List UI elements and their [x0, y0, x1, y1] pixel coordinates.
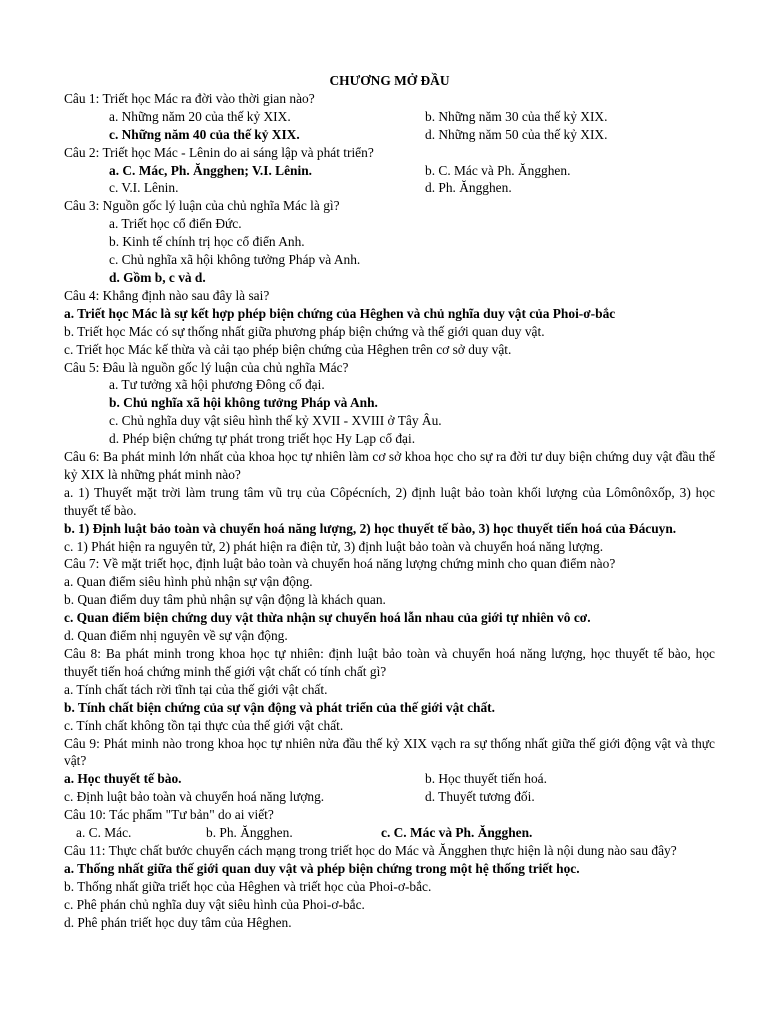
- q1-options-row-1: [64, 108, 715, 126]
- q4-option-b: b. Triết học Mác có sự thống nhất giữa phương pháp biện chứng và thế giới quan duy vật.: [64, 323, 545, 339]
- q11-option-c: c. Phê phán chủ nghĩa duy vật siêu hình của Phoi-ơ-bắc.: [64, 896, 365, 912]
- q9-option-a-answer: a. Học thuyết tế bào.: [64, 771, 182, 787]
- q2-options-row-2: [64, 179, 715, 197]
- q2-option-a-answer: a. C. Mác, Ph. Ăngghen; V.I. Lênin.: [109, 162, 312, 178]
- q3-option-a: a. Triết học cổ điển Đức.: [109, 216, 242, 232]
- q6-option-b-answer: b. 1) Định luật bảo toàn và chuyển hoá năng lượng, 2) học thuyết tế bào, 3) học thuyết tiến hoá của Đácuyn.: [64, 520, 677, 536]
- q1-options-row-2: [64, 126, 715, 144]
- q3-option-b: b. Kinh tế chính trị học cổ điển Anh.: [109, 234, 305, 250]
- q10-options-row: [64, 824, 715, 842]
- q5-option-d: d. Phép biện chứng tự phát trong triết học Hy Lạp cổ đại.: [109, 431, 416, 447]
- question-6: Câu 6: Ba phát minh lớn nhất của khoa học tự nhiên làm cơ sở khoa học cho sự ra đời tư duy biện chứng duy vật đầu thế kỷ XIX là những phát minh nào?: [64, 449, 715, 482]
- q9-options-row-2: [64, 788, 715, 806]
- question-10: Câu 10: Tác phẩm "Tư bản" do ai viết?: [64, 807, 274, 823]
- q11-option-d: d. Phê phán triết học duy tâm của Hêghen.: [64, 914, 292, 930]
- question-5: Câu 5: Đâu là nguồn gốc lý luận của chủ nghĩa Mác?: [64, 359, 349, 375]
- question-2: Câu 2: Triết học Mác - Lênin do ai sáng lập và phát triển?: [64, 144, 374, 160]
- q5-option-c: c. Chủ nghĩa duy vật siêu hình thế kỷ XVII - XVIII ở Tây Âu.: [109, 413, 442, 429]
- q11-option-b: b. Thống nhất giữa triết học của Hêghen và triết học của Phoi-ơ-bắc.: [64, 878, 432, 894]
- q3-option-c: c. Chủ nghĩa xã hội không tưởng Pháp và Anh.: [109, 252, 361, 268]
- q9-option-c: c. Định luật bảo toàn và chuyển hoá năng lượng.: [64, 789, 325, 805]
- q2-option-c: c. V.I. Lênin.: [109, 180, 179, 196]
- question-9: Câu 9: Phát minh nào trong khoa học tự nhiên nửa đầu thế kỷ XIX vạch ra sự thống nhất giữa thế giới động vật và thực vật?: [64, 735, 715, 769]
- q7-option-c-answer: c. Quan điểm biện chứng duy vật thừa nhận sự chuyển hoá lẫn nhau của giới tự nhiên vô cơ.: [64, 610, 591, 626]
- question-11: Câu 11: Thực chất bước chuyển cách mạng trong triết học do Mác và Ăngghen thực hiện là nội dung nào sau đây?: [64, 842, 677, 858]
- q2-option-d: d. Ph. Ăngghen.: [425, 180, 512, 196]
- q6-option-a: a. 1) Thuyết mặt trời làm trung tâm vũ trụ của Côpécních, 2) định luật bảo toàn khối lượng của Lômônôxốp, 3) học thuyết tế bào.: [64, 484, 715, 518]
- question-3: Câu 3: Nguồn gốc lý luận của chủ nghĩa Mác là gì?: [64, 198, 340, 214]
- q1-option-b: b. Những năm 30 của thế kỷ XIX.: [425, 108, 608, 124]
- q6-option-c: c. 1) Phát hiện ra nguyên tử, 2) phát hiện ra điện tử, 3) định luật bảo toàn và chuyển hoá năng lượng.: [64, 538, 604, 554]
- q5-option-b-answer: b. Chủ nghĩa xã hội không tưởng Pháp và Anh.: [109, 395, 378, 411]
- q11-option-a-answer: a. Thống nhất giữa thế giới quan duy vật và phép biện chứng trong một hệ thống triết học.: [64, 860, 580, 876]
- chapter-title: CHƯƠNG MỞ ĐẦU: [329, 73, 450, 88]
- q9-option-b: b. Học thuyết tiến hoá.: [425, 771, 547, 787]
- question-1: Câu 1: Triết học Mác ra đời vào thời gian nào?: [64, 90, 315, 106]
- q2-options-row-1: [64, 162, 715, 180]
- q1-option-a: a. Những năm 20 của thế kỷ XIX.: [109, 108, 291, 124]
- q8-option-a: a. Tính chất tách rời tĩnh tại của thế giới vật chất.: [64, 681, 328, 697]
- q1-option-d: d. Những năm 50 của thế kỷ XIX.: [425, 126, 608, 142]
- q8-option-c: c. Tính chất không tồn tại thực của thế giới vật chất.: [64, 717, 344, 733]
- q10-option-c-answer: c. C. Mác và Ph. Ăngghen.: [381, 825, 533, 841]
- q8-option-b-answer: b. Tính chất biện chứng của sự vận động và phát triển của thế giới vật chất.: [64, 699, 495, 715]
- question-7: Câu 7: Về mặt triết học, định luật bảo toàn và chuyển hoá năng lượng chứng minh cho quan điểm nào?: [64, 556, 616, 572]
- q9-options-row-1: [64, 770, 715, 788]
- question-4: Câu 4: Khẳng định nào sau đây là sai?: [64, 287, 270, 303]
- document-content: [64, 72, 715, 932]
- q9-option-d: d. Thuyết tương đối.: [425, 789, 535, 805]
- q10-option-b: b. Ph. Ăngghen.: [206, 825, 293, 841]
- question-8: Câu 8: Ba phát minh trong khoa học tự nhiên: định luật bảo toàn và chuyển hoá năng lượng, học thuyết tế bào, học thuyết tiến hoá chứng minh thế giới vật chất có tính chất gì?: [64, 646, 715, 679]
- q2-option-b: b. C. Mác và Ph. Ăngghen.: [425, 162, 571, 178]
- q4-option-c: c. Triết học Mác kế thừa và cải tạo phép biện chứng của Hêghen trên cơ sở duy vật.: [64, 341, 512, 357]
- q7-option-b: b. Quan điểm duy tâm phủ nhận sự vận động là khách quan.: [64, 592, 386, 608]
- q1-option-c-answer: c. Những năm 40 của thế kỷ XIX.: [109, 126, 300, 142]
- q3-option-d-answer: d. Gồm b, c và d.: [109, 269, 206, 285]
- q4-option-a-answer: a. Triết học Mác là sự kết hợp phép biện chứng của Hêghen và chủ nghĩa duy vật của Phoi-ơ-bắc: [64, 305, 616, 321]
- q5-option-a: a. Tư tưởng xã hội phương Đông cổ đại.: [109, 377, 325, 393]
- q10-option-a: a. C. Mác.: [76, 825, 132, 841]
- q7-option-a: a. Quan điểm siêu hình phủ nhận sự vận động.: [64, 574, 313, 590]
- q7-option-d: d. Quan điểm nhị nguyên về sự vận động.: [64, 628, 288, 644]
